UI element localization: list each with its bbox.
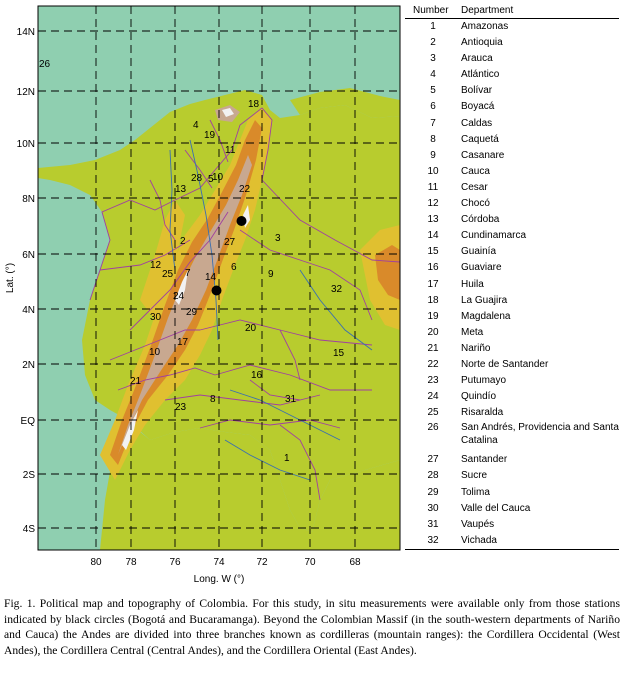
legend-number: 14 [427, 230, 439, 242]
dept-label: 7 [185, 268, 191, 279]
legend-department-name: Chocó [461, 198, 490, 210]
legend-department-name: Magdalena [461, 310, 511, 322]
legend-number: 8 [430, 133, 436, 145]
dept-label: 30 [150, 312, 162, 323]
legend-department-name: Cauca [461, 165, 490, 177]
legend-number: 20 [427, 326, 439, 338]
legend-department-name: San Andrés, Providencia and Santa Catalina [461, 422, 619, 447]
legend-row [405, 148, 619, 164]
legend-number: 30 [427, 502, 439, 514]
legend-row [405, 325, 619, 341]
legend-department-name: Cundinamarca [461, 230, 527, 242]
legend-row [405, 244, 619, 260]
dept-label: 1 [284, 453, 290, 464]
dept-label: 21 [130, 376, 142, 387]
legend-department-name: Bolívar [461, 85, 493, 97]
legend-number: 18 [427, 294, 439, 306]
legend-number: 13 [427, 214, 439, 226]
x-axis-title: Long. W (°) [193, 574, 245, 585]
legend-department-name: Vaupés [461, 518, 495, 530]
dept-label: 9 [268, 269, 274, 280]
legend-row [405, 132, 619, 148]
dept-label: 32 [331, 284, 343, 295]
dept-label: 14 [205, 272, 217, 283]
legend-department-name: Atlántico [461, 69, 500, 81]
legend-number: 23 [427, 375, 439, 387]
legend-number: 28 [427, 470, 439, 482]
x-tick-label: 76 [169, 557, 181, 568]
legend-number: 22 [427, 358, 439, 370]
legend-row [405, 83, 619, 99]
legend-row [405, 228, 619, 244]
y-tick-label: EQ [20, 416, 35, 427]
legend-department-name: Huila [461, 278, 484, 290]
legend-number: 32 [405, 533, 461, 550]
legend-number: 2 [430, 37, 436, 49]
dept-label: 23 [175, 402, 187, 413]
dept-label: 10 [212, 172, 224, 183]
legend-row [405, 452, 619, 468]
legend-row [405, 501, 619, 517]
department-legend [405, 4, 619, 550]
legend-header-number: Number [405, 4, 461, 19]
dept-label: 24 [173, 291, 185, 302]
legend-number: 29 [427, 486, 439, 498]
legend-number: 4 [430, 69, 436, 81]
legend-row [405, 373, 619, 389]
legend-department-name: Sucre [461, 470, 488, 482]
legend-department-name: Meta [461, 326, 484, 338]
legend-row [405, 341, 619, 357]
legend-row [405, 99, 619, 115]
legend-department-name: Risaralda [461, 407, 504, 419]
legend-number: 27 [427, 454, 439, 466]
legend-row [405, 116, 619, 132]
dept-label: 2 [180, 236, 186, 247]
legend-row [405, 468, 619, 484]
legend-department-name: Córdoba [461, 214, 500, 226]
y-tick-label: 2N [22, 360, 35, 371]
dept-label: 4 [193, 120, 199, 131]
x-tick-label: 68 [349, 557, 361, 568]
legend-department-name: Cesar [461, 181, 488, 193]
legend-row [405, 51, 619, 67]
y-axis-ticks [17, 27, 36, 535]
figure-caption: Fig. 1. Political map and topography of Colombia. For this study, in situ measurements were available only from those stations indicated by black circles (Bogotá and Bucaramanga). Beyond the Colombian Massif (in the south-western departments of Nariño and Cauca) the Andes are divided into three branches known as cordilleras (mountain ranges): the Cordillera Occidental (West Andes), the Cordillera Central (Central Andes), and the Cordillera Oriental (East Andes). [4, 597, 620, 657]
y-tick-label: 12N [16, 87, 35, 98]
legend-department-name: Quindío [461, 391, 497, 403]
legend-department-name: Arauca [461, 53, 493, 65]
legend-number: 16 [427, 262, 439, 274]
station-bucaramanga-marker [237, 216, 247, 226]
legend-row [405, 19, 619, 36]
legend-department-name: La Guajira [461, 294, 508, 306]
legend-body [405, 19, 619, 550]
legend-row [405, 35, 619, 51]
legend-row [405, 405, 619, 421]
legend-row [405, 389, 619, 405]
legend-row [405, 309, 619, 325]
legend-row [405, 293, 619, 309]
legend-number: 31 [427, 518, 439, 530]
legend-row [405, 357, 619, 373]
dept-label: 6 [231, 262, 237, 273]
dept-label: 25 [162, 269, 174, 280]
legend-department-name: Vichada [461, 533, 619, 550]
legend-number: 5 [430, 85, 436, 97]
x-tick-label: 78 [125, 557, 137, 568]
legend-row [405, 196, 619, 212]
legend-number: 1 [430, 21, 436, 32]
x-tick-label: 70 [304, 557, 316, 568]
dept-label: 11 [225, 145, 236, 156]
legend-table [405, 4, 619, 550]
legend-number: 17 [427, 278, 439, 290]
dept-label: 17 [177, 337, 189, 348]
dept-label: 12 [150, 260, 162, 271]
legend-department-name: Amazonas [461, 21, 509, 32]
dept-label: 8 [210, 394, 216, 405]
legend-number: 25 [427, 407, 439, 419]
x-axis-ticks [90, 557, 361, 568]
legend-row [405, 180, 619, 196]
legend-number: 12 [427, 198, 439, 210]
dept-label: 26 [39, 59, 51, 70]
legend-department-name: Guaviare [461, 262, 502, 274]
legend-department-name: Santander [461, 454, 508, 466]
dept-label: 15 [333, 348, 345, 359]
dept-label: 28 [191, 173, 203, 184]
legend-department-name: Guainía [461, 246, 497, 258]
legend-department-name: Tolima [461, 486, 490, 498]
y-axis-title: Lat. (°) [5, 262, 16, 294]
dept-label: 20 [245, 323, 257, 334]
station-bogota-marker [212, 286, 222, 296]
y-tick-label: 14N [16, 27, 35, 38]
legend-department-name: Caldas [461, 117, 493, 129]
legend-department-name: Casanare [461, 149, 505, 161]
dept-label: 18 [248, 99, 260, 110]
y-tick-label: 2S [22, 470, 35, 481]
legend-department-name: Caquetá [461, 133, 499, 145]
legend-row [405, 67, 619, 83]
legend-number: 11 [427, 181, 439, 193]
dept-label: 19 [204, 130, 216, 141]
legend-row [405, 164, 619, 180]
y-tick-label: 6N [22, 250, 35, 261]
legend-department-name: Antioquia [461, 37, 503, 49]
y-tick-label: 4N [22, 305, 35, 316]
legend-department-name: Boyacá [461, 101, 495, 113]
dept-label: 10 [149, 347, 161, 358]
legend-number: 10 [427, 165, 439, 177]
dept-label: 5 [208, 174, 214, 185]
legend-row [405, 277, 619, 293]
dept-label: 27 [224, 237, 236, 248]
legend-number: 26 [427, 422, 439, 434]
y-tick-label: 8N [22, 194, 35, 205]
legend-row [405, 260, 619, 276]
dept-label: 16 [251, 370, 263, 381]
legend-row [405, 533, 619, 550]
legend-number: 3 [430, 53, 436, 65]
dept-label: 29 [186, 307, 198, 318]
legend-number: 15 [427, 246, 439, 258]
legend-row [405, 421, 619, 452]
y-tick-label: 10N [16, 139, 35, 150]
legend-number: 6 [430, 101, 436, 113]
legend-number: 24 [427, 391, 439, 403]
legend-row [405, 485, 619, 501]
legend-department-name: Valle del Cauca [461, 502, 531, 514]
dept-label: 22 [239, 184, 251, 195]
dept-label: 3 [275, 233, 281, 244]
legend-number: 9 [430, 149, 436, 161]
legend-number: 7 [430, 117, 436, 129]
x-tick-label: 74 [213, 557, 225, 568]
legend-department-name: Nariño [461, 342, 491, 354]
legend-department-name: Norte de Santander [461, 358, 549, 370]
dept-label: 31 [285, 394, 297, 405]
y-tick-label: 4S [22, 524, 35, 535]
legend-header-department: Department [461, 4, 619, 19]
dept-label: 13 [175, 184, 187, 195]
x-tick-label: 80 [90, 557, 102, 568]
legend-number: 19 [427, 310, 439, 322]
x-tick-label: 72 [256, 557, 268, 568]
legend-number: 21 [427, 342, 439, 354]
legend-department-name: Putumayo [461, 375, 507, 387]
legend-row [405, 517, 619, 533]
legend-header-row [405, 4, 619, 19]
legend-row [405, 212, 619, 228]
